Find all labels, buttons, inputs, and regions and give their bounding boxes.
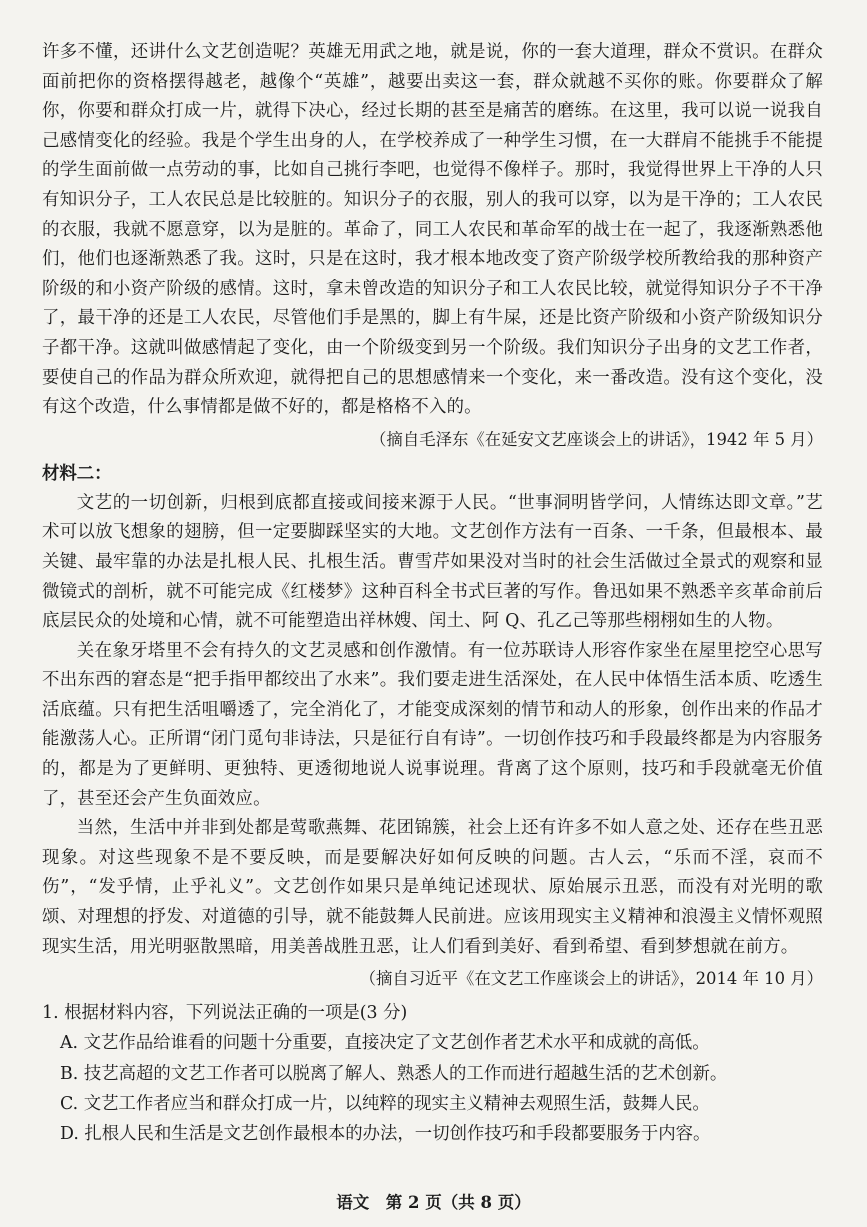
- material2-heading: 材料二：: [42, 463, 112, 484]
- question-1-option-b: B. 技艺高超的文艺工作者可以脱离了解人、熟悉人的工作而进行超越生活的艺术创新。: [60, 1063, 728, 1084]
- material1-source: （摘自毛泽东《在延安文艺座谈会上的讲话》，1942 年 5 月）: [370, 429, 823, 449]
- material2-paragraph-3: 当然，生活中并非到处都是莺歌燕舞、花团锦簇，社会上还有许多不如人意之处、还存在些丑恶现象。对这些现象不是不要反映，而是要解决好如何反映的问题。古人云，“乐而不淫，哀而不伤”，“发乎情，止乎礼义”。文艺创作如果只是单纯记述现状、原始展示丑恶，而没有对光明的歌颂、对理想的抒发、对道德的引导，就不能鼓舞人民前进。应该用现实主义精神和浪漫主义情怀观照现实生活，用光明驱散黑暗，用美善战胜丑恶，让人们看到美好、看到希望、看到梦想就在前方。: [42, 818, 823, 957]
- question-1-stem: 1. 根据材料内容，下列说法正确的一项是(3 分): [42, 1003, 408, 1024]
- page-footer: 语文 第 2 页（共 8 页）: [336, 1193, 531, 1212]
- question-1-option-a: A. 文艺作品给谁看的问题十分重要，直接决定了文艺创作者艺术水平和成就的高低。: [60, 1033, 710, 1054]
- question-1-option-d: D. 扎根人民和生活是文艺创作最根本的办法，一切创作技巧和手段都要服务于内容。: [60, 1124, 711, 1145]
- material2-paragraph-2: 关在象牙塔里不会有持久的文艺灵感和创作激情。有一位苏联诗人形容作家坐在屋里挖空心思写不出东西的窘态是“把手指甲都绞出了水来”。我们要走进生活深处，在人民中体悟生活本质、吃透生活底蕴。只有把生活咀嚼透了，完全消化了，才能变成深刻的情节和动人的形象，创作出来的作品才能激荡人心。正所谓“闭门觅句非诗法，只是征行自有诗”。一切创作技巧和手段最终都是为内容服务的，都是为了更鲜明、更独特、更透彻地说人说事说理。背离了这个原则，技巧和手段就毫无价值了，甚至还会产生负面效应。: [42, 640, 823, 809]
- material1-paragraph: 许多不懂，还讲什么文艺创造呢？英雄无用武之地，就是说，你的一套大道理，群众不赏识。在群众面前把你的资格摆得越老，越像个“英雄”，越要出卖这一套，群众就越不买你的账。你要群众了解你，你要和群众打成一片，就得下决心，经过长期的甚至是痛苦的磨练。在这里，我可以说一说我自己感情变化的经验。我是个学生出身的人，在学校养成了一种学生习惯，在一大群肩不能挑手不能提的学生面前做一点劳动的事，比如自己挑行李吧，也觉得不像样子。那时，我觉得世界上干净的人只有知识分子，工人农民总是比较脏的。知识分子的衣服，别人的我可以穿，以为是干净的；工人农民的衣服，我就不愿意穿，以为是脏的。革命了，同工人农民和革命军的战士在一起了，我逐渐熟悉他们，他们也逐渐熟悉了我。这时，只是在这时，我才根本地改变了资产阶级学校所教给我的那种资产阶级的和小资产阶级的感情。这时，拿未曾改造的知识分子和工人农民比较，就觉得知识分子不干净了，最干净的还是工人农民，尽管他们手是黑的，脚上有牛屎，还是比资产阶级和小资产阶级知识分子都干净。这就叫做感情起了变化，由一个阶级变到另一个阶级。我们知识分子出身的文艺工作者，要使自己的作品为群众所欢迎，就得把自己的思想感情来一个变化，来一番改造。没有这个变化，没有这个改造，什么事情都是做不好的，都是格格不入的。: [42, 42, 823, 418]
- material2-paragraph-1: 文艺的一切创新，归根到底都直接或间接来源于人民。“世事洞明皆学问，人情练达即文章。”艺术可以放飞想象的翅膀，但一定要脚踩坚实的大地。文艺创作方法有一百条、一千条，但最根本、最关键、最牢靠的办法是扎根人民、扎根生活。曹雪芹如果没对当时的社会生活做过全景式的观察和显微镜式的剖析，就不可能完成《红楼梦》这种百科全书式巨著的写作。鲁迅如果不熟悉辛亥革命前后底层民众的处境和心情，就不可能塑造出祥林嫂、闰土、阿 Q、孔乙己等那些栩栩如生的人物。: [42, 492, 823, 632]
- question-1-option-c: C. 文艺工作者应当和群众打成一片，以纯粹的现实主义精神去观照生活，鼓舞人民。: [60, 1094, 710, 1115]
- material2-source: （摘自习近平《在文艺工作座谈会上的讲话》，2014 年 10 月）: [359, 969, 823, 989]
